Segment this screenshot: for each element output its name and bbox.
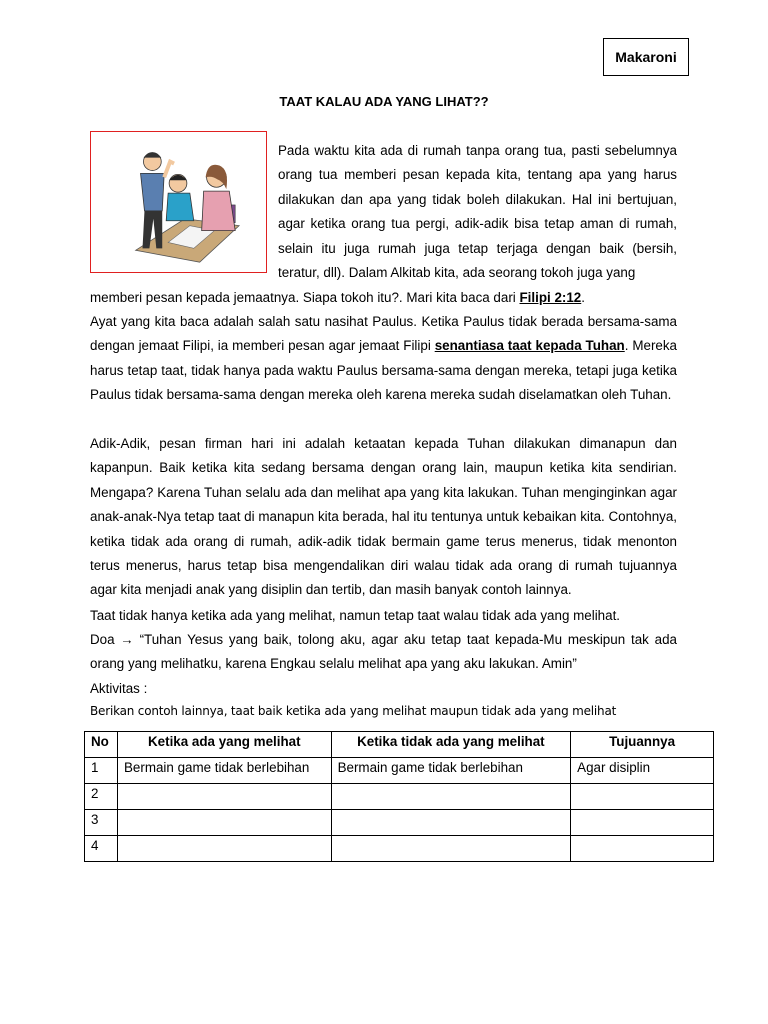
activity-label: Aktivitas : <box>90 681 148 696</box>
intro-last-line-text: memberi pesan kepada jemaatnya. Siapa tokoh itu?. Mari kita baca dari <box>90 290 520 305</box>
paragraph-2-end: . Mereka harus tetap taat, tidak hanya pada waktu Paulus bersama-sama dengan mereka, tetapi juga ketika Paulus tidak bersama-sama dengan mereka oleh karena mereka sudah diselamatkan oleh Tuhan. <box>90 338 678 403</box>
intro-line-4: agar ketika orang tua pergi, adik-adik bisa tetap aman di rumah, <box>278 216 677 232</box>
activity-instruction: Berikan contoh lainnya, taat baik ketika ada yang melihat maupun tidak ada yang melihat <box>90 704 617 718</box>
intro-line-3: dilakukan dan apa yang tidak boleh dilakukan. Hal ini bertujuan, <box>278 191 677 207</box>
activity-table <box>84 731 714 862</box>
intro-line-6: teratur, dll). Dalam Alkitab kita, ada seorang tokoh juga yang <box>278 265 636 281</box>
table-row <box>85 784 714 810</box>
cell-unseen[interactable] <box>331 836 571 862</box>
header-unseen: Ketika tidak ada yang melihat <box>331 732 571 758</box>
cell-purpose[interactable] <box>571 810 714 836</box>
table-row <box>85 810 714 836</box>
cell-seen[interactable] <box>117 836 331 862</box>
page-title: TAAT KALAU ADA YANG LIHAT?? <box>279 94 489 109</box>
paragraph-2-emphasis: senantiasa taat kepada Tuhan <box>434 338 625 354</box>
cell-unseen[interactable]: Bermain game tidak berlebihan <box>331 758 571 784</box>
cell-seen[interactable] <box>117 784 331 810</box>
bible-reference: Filipi 2:12 <box>519 290 582 305</box>
class-label: Makaroni <box>615 49 677 65</box>
cell-purpose[interactable] <box>571 836 714 862</box>
paragraph-2-start: Ayat yang kita baca adalah salah satu nasihat Paulus. Ketika Paulus tidak berada bersama-sama dengan jemaat Filipi, ia memberi pesan agar jemaat Filipi <box>90 314 677 354</box>
table-header-row <box>85 732 714 758</box>
paragraph-2 <box>90 310 677 408</box>
cell-purpose[interactable] <box>571 784 714 810</box>
intro-paragraph <box>278 139 677 285</box>
header-no: No <box>85 732 118 758</box>
cell-seen[interactable]: Bermain game tidak berlebihan <box>117 758 331 784</box>
cell-unseen[interactable] <box>331 810 571 836</box>
family-illustration <box>91 132 266 272</box>
intro-line-5: selain itu juga rumah juga tetap terjaga dengan baik (bersih, <box>278 240 677 256</box>
header-seen: Ketika ada yang melihat <box>117 732 331 758</box>
header-purpose: Tujuannya <box>571 732 714 758</box>
illustration-frame <box>90 131 267 273</box>
cell-unseen[interactable] <box>331 784 571 810</box>
cell-seen[interactable] <box>117 810 331 836</box>
table-row <box>85 836 714 862</box>
class-label-box <box>603 38 689 76</box>
cell-purpose[interactable]: Agar disiplin <box>571 758 714 784</box>
paragraph-3: Adik-Adik, pesan firman hari ini adalah ketaatan kepada Tuhan dilakukan dimanapun dan kapanpun. Baik ketika kita sedang bersama dengan orang lain, maupun ketika kita sendirian. Mengapa? Karena Tuhan selalu ada dan melihat apa yang kita lakukan. Tuhan menginginkan agar anak-anak-Nya tetap taat di manapun kita berada, hal itu tentunya untuk kebaikan kita. Contohnya, ketika tidak ada orang di rumah, adik-adik tidak bermain game terus menerus, tidak menonton terus menerus, harus tetap bisa mengendalikan diri walau tidak ada orang di rumah tujuannya agar kita menjadi anak yang disiplin dan tertib, dan masih banyak contoh lainnya. <box>90 436 677 598</box>
intro-last-line-end: . <box>581 290 585 305</box>
paragraph-4: Taat tidak hanya ketika ada yang melihat, namun tetap taat walau tidak ada yang melihat. <box>90 608 621 623</box>
prayer-paragraph: Doa → “Tuhan Yesus yang baik, tolong aku, agar aku tetap taat kepada-Mu meskipun tak ada orang yang melihatku, karena Engkau selalu melihat apa yang aku lakukan. Amin” <box>90 632 677 672</box>
intro-last-line <box>90 286 677 310</box>
cell-no: 4 <box>85 836 118 862</box>
cell-no: 1 <box>85 758 118 784</box>
cell-no: 2 <box>85 784 118 810</box>
cell-no: 3 <box>85 810 118 836</box>
intro-line-1: Pada waktu kita ada di rumah tanpa orang tua, pasti sebelumnya <box>278 143 677 158</box>
intro-line-2: orang tua memberi pesan kepada kita, tentang apa yang harus <box>278 167 677 183</box>
table-row <box>85 758 714 784</box>
